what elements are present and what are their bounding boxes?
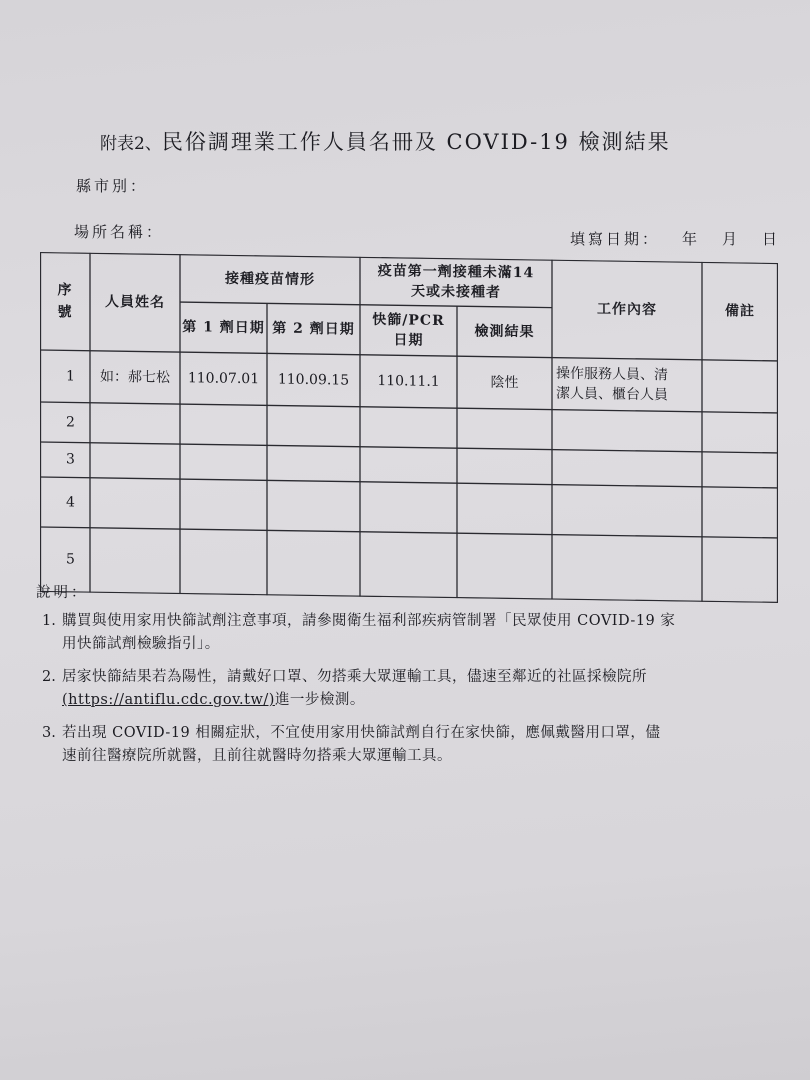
row-1-dose1: 110.07.01: [187, 370, 260, 388]
document-title: [100, 126, 740, 156]
row-1-job-line1: 操作服務人員、清: [556, 365, 668, 384]
note-2-url-suffix: 進一步檢測。: [274, 692, 365, 709]
month-label: 月: [722, 230, 741, 248]
header-under14-line2: 天或未接種者: [411, 283, 501, 301]
header-under14-line1: 疫苗第一劑接種未滿14: [377, 262, 535, 282]
header-pcr: [360, 305, 457, 356]
note-3-line1: 若出現 COVID-19 相關症狀，不宜使用家用快篩試劑自行在家快篩，應佩戴醫用口罩，儘: [62, 725, 661, 741]
row-1-job: [552, 358, 702, 412]
notes-section: [36, 582, 786, 765]
header-dose2: 第 2 劑日期: [272, 320, 355, 338]
county-label: 縣市別：: [76, 177, 149, 195]
row-4-no: 4: [66, 494, 75, 511]
venue-label: 場所名稱：: [74, 223, 165, 241]
row-2-no: 2: [66, 414, 75, 431]
title-main: 民俗調理業工作人員名冊及 COVID-19 檢測結果: [161, 130, 671, 154]
note-2-line2: [62, 689, 786, 712]
staff-table: [40, 252, 778, 603]
year-label: 年: [682, 230, 701, 248]
row-1-job-line2: 潔人員、櫃台人員: [556, 385, 668, 404]
note-3-num: 3.: [42, 725, 56, 741]
header-remark: 備註: [725, 303, 755, 320]
day-label: 日: [762, 230, 781, 248]
row-3-no: 3: [66, 451, 75, 468]
row-1-name: 如：郝七松: [100, 368, 170, 386]
header-seq-text: 序號: [57, 281, 73, 321]
fill-date: [570, 228, 780, 249]
header-pcr-line2: 日期: [393, 332, 424, 349]
row-5-no: 5: [66, 551, 75, 568]
notes-label: 說明：: [36, 585, 89, 601]
row-1-no: 1: [66, 368, 75, 385]
note-1-num: 1.: [42, 613, 56, 629]
row-1-pcr: 110.11.1: [377, 372, 440, 390]
fill-date-label: 填寫日期：: [570, 230, 661, 248]
note-3-line2: 速前往醫療院所就醫，且前往就醫時勿搭乘大眾運輸工具。: [62, 748, 452, 765]
header-pcr-line1: 快篩/PCR: [372, 311, 445, 329]
header-seq: [40, 252, 90, 351]
title-prefix: 附表2、: [100, 134, 162, 154]
note-2-num: 2.: [42, 669, 56, 685]
header-result: 檢測結果: [474, 323, 535, 341]
header-vaccination: 接種疫苗情形: [225, 270, 315, 288]
header-job: 工作內容: [597, 301, 657, 318]
note-1-line1: 購買與使用家用快篩試劑注意事項，請參閱衛生福利部疾病管制署「民眾使用 COVID-19 家: [62, 613, 676, 629]
header-name: 人員姓名: [105, 293, 165, 311]
note-2-line1: 居家快篩結果若為陽性，請戴好口罩、勿搭乘大眾運輸工具，儘速至鄰近的社區採檢院所: [62, 669, 647, 685]
note-2-url-link[interactable]: (https://antiflu.cdc.gov.tw/): [62, 692, 275, 709]
row-1-result: 陰性: [490, 374, 519, 391]
header-dose1: 第 1 劑日期: [182, 318, 265, 337]
header-under14: [360, 257, 552, 308]
note-1-line2: 用快篩試劑檢驗指引」。: [62, 636, 220, 653]
row-1-dose2: 110.09.15: [277, 371, 350, 389]
